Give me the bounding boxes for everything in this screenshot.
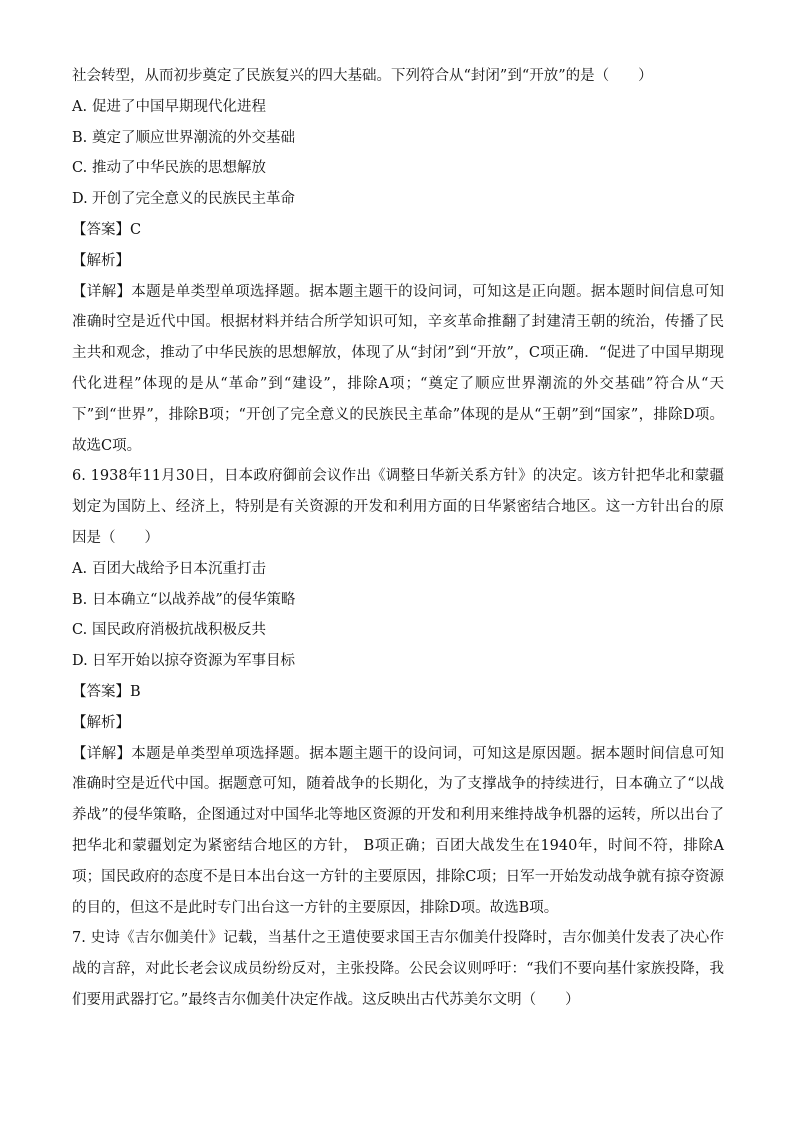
q6-analysis-label: 【解析】 [72, 714, 130, 731]
q6-option-a[interactable]: A. 百团大战给予日本沉重打击 [72, 560, 266, 577]
q5-detail: 【详解】本题是单类型单项选择题。据本题主题干的设问词，可知这是正向题。据本题时间信息可知准确时空是近代中国。根据材料并结合所学知识可知，辛亥革命推翻了封建清王朝的统治，传播了民主共和观念，推动了中华民族的思想解放，体现了从“封闭”到“开放”，C项正确．“促进了中国早期现代化进程”体现的是从“革命”到“建设”，排除A项；“奠定了顺应世界潮流的外交基础”符合从“天下”到“世界”，排除B项；“开创了完全意义的民族民主革命”体现的是从“王朝”到“国家”，排除D项。故选C项。 [72, 283, 724, 454]
page-content [72, 61, 724, 1016]
q5-option-a[interactable]: A. 促进了中国早期现代化进程 [72, 98, 266, 115]
q5-option-c[interactable]: C. 推动了中华民族的思想解放 [72, 160, 266, 177]
q5-option-d[interactable]: D. 开创了完全意义的民族民主革命 [72, 191, 295, 208]
q5-stem-tail: 社会转型，从而初步奠定了民族复兴的四大基础。下列符合从“封闭”到“开放”的是（ ） [72, 68, 653, 84]
q6-option-c[interactable]: C. 国民政府消极抗战积极反共 [72, 622, 266, 639]
q5-answer: 【答案】C [72, 221, 142, 238]
q6-stem: 6. 1938年11月30日，日本政府御前会议作出《调整日华新关系方针》的决定。该方针把华北和蒙疆划定为国防上、经济上，特别是有关资源的开发和利用方面的日华紧密结合地区。这一方针出台的原因是（ ） [72, 468, 724, 546]
q6-answer: 【答案】B [72, 683, 141, 700]
q6-detail: 【详解】本题是单类型单项选择题。据本题主题干的设问词，可知这是原因题。据本题时间信息可知准确时空是近代中国。据题意可知，随着战争的长期化，为了支撑战争的持续进行，日本确立了“以战养战”的侵华策略，企图通过对中国华北等地区资源的开发和利用来维持战争机器的运转，所以出台了把华北和蒙疆划定为紧密结合地区的方针， B项正确；百团大战发生在1940年，时间不符，排除A项；国民政府的态度不是日本出台这一方针的主要原因，排除C项；日军一开始发动战争就有掠夺资源的目的，但这不是此时专门出台这一方针的主要原因，排除D项。故选B项。 [72, 745, 724, 916]
q7-stem: 7. 史诗《吉尔伽美什》记载，当基什之王遣使要求国王吉尔伽美什投降时，吉尔伽美什发表了决心作战的言辞，对此长老会议成员纷纷反对，主张投降。公民会议则呼吁：“我们不要向基什家族投降，我们要用武器打它。”最终吉尔伽美什决定作战。这反映出古代苏美尔文明（ ） [72, 930, 724, 1008]
q6-option-b[interactable]: B. 日本确立“以战养战”的侵华策略 [72, 591, 296, 608]
q5-analysis-label: 【解析】 [72, 252, 130, 269]
q6-option-d[interactable]: D. 日军开始以掠夺资源为军事目标 [72, 653, 295, 670]
q5-option-b[interactable]: B. 奠定了顺应世界潮流的外交基础 [72, 129, 295, 146]
